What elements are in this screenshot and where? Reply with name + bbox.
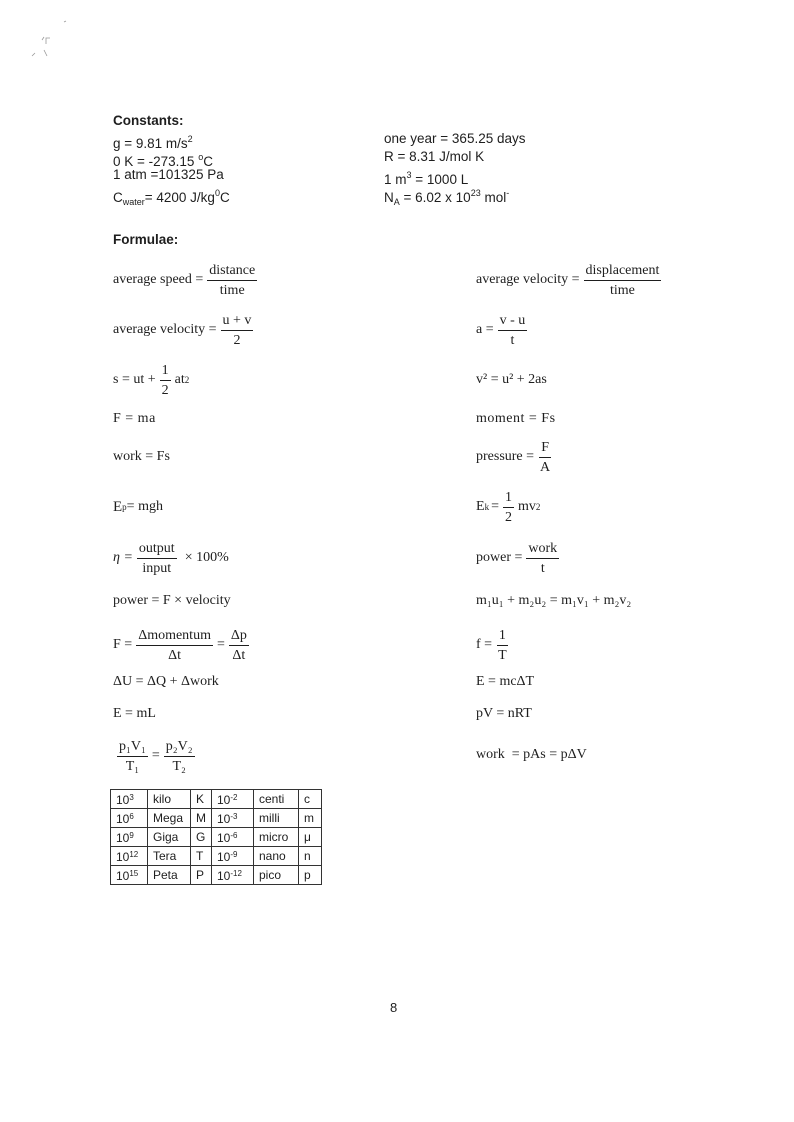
scan-artifact-icon bbox=[28, 20, 68, 65]
formula-specific-heat: E = mcΔT bbox=[476, 674, 535, 689]
table-row: $10^9$ Giga G $10^{-6}$ micro μ bbox=[111, 828, 322, 847]
formula-power-force-velocity: power = F × velocity bbox=[113, 593, 231, 608]
formula-average-velocity-displacement: average velocity = $\frac{\text{displacement}}{\text{time}}$ bbox=[476, 262, 660, 298]
formula-newton-second-law: F = ma bbox=[113, 411, 156, 426]
formula-kinetic-energy: E k = $\frac{1}{2}$ mv 2 bbox=[476, 489, 541, 525]
formula-gas-work: work = pAs = pΔV bbox=[476, 747, 587, 762]
formulae-heading: Formulae: bbox=[113, 232, 179, 247]
formula-moment: moment = Fs bbox=[476, 411, 556, 426]
constants-right-column bbox=[384, 130, 526, 207]
formula-average-speed: average speed = $\frac{\text{distance}}{\text{time}}$ bbox=[113, 262, 256, 298]
formula-frequency: f = $\frac{1}{T}$ bbox=[476, 627, 507, 663]
constant-zero-kelvin: 0 K = -273.15 $^o$C bbox=[113, 152, 213, 169]
formula-first-law: ΔU = ΔQ + Δwork bbox=[113, 674, 219, 689]
formula-combined-gas-law: $\frac{\text{p₁V₁}}{\text{T₁}}$ = $\frac{\text{p₂V₂}}{\text{T₂}}$ bbox=[119, 738, 193, 774]
table-row: $10^{12}$ Tera T $10^{-9}$ nano n bbox=[111, 847, 322, 866]
formula-work: work = Fs bbox=[113, 449, 170, 464]
si-prefix-table bbox=[110, 789, 322, 885]
table-row: $10^{15}$ Peta P $10^{-12}$ pico p bbox=[111, 866, 322, 885]
formula-suvat-velocity: v² = u² + 2as bbox=[476, 372, 547, 387]
constant-m3: 1 $m^3 = 1000$ L bbox=[384, 170, 469, 187]
constant-year: one year = 365.25 days bbox=[384, 131, 526, 146]
constants-heading: Constants: bbox=[113, 113, 184, 128]
constant-c-water: $C_{water}= 4200$ $J/kg^0C$ bbox=[113, 188, 230, 207]
formula-ideal-gas: pV = nRT bbox=[476, 706, 532, 721]
constants-left-column bbox=[113, 130, 230, 207]
formula-power-work: power = $\frac{\text{work}}{t}$ bbox=[476, 540, 558, 576]
formula-force-momentum: F = $\frac{\text{Δmomentum}}{\Delta t}$ = $\frac{\Delta p}{\Delta t}$ bbox=[113, 627, 247, 663]
table-row: $10^6$ Mega M $10^{-3}$ milli m bbox=[111, 809, 322, 828]
formula-suvat-displacement: s = ut + $\frac{1}{2}$ at 2 bbox=[113, 362, 190, 398]
formula-potential-energy: E p = mgh bbox=[113, 498, 163, 515]
formula-momentum-conservation: m₁u₁ + m₂u₂ = m₁v₁ + m₂v₂ bbox=[476, 593, 632, 608]
formula-average-velocity-uv: average velocity = $\frac{u + v}{2}$ bbox=[113, 312, 252, 348]
formula-latent-heat: E = mL bbox=[113, 706, 156, 721]
formula-acceleration: a = $\frac{v - u}{t}$ bbox=[476, 312, 526, 348]
formula-pressure: pressure = $\frac{F}{A}$ bbox=[476, 439, 551, 475]
page-number: 8 bbox=[390, 1000, 398, 1015]
constant-g: g = 9.81 $m/s^2$ bbox=[113, 134, 193, 151]
formula-efficiency: η = $\frac{\text{output}}{\text{input}}$ × 100% bbox=[113, 540, 229, 576]
constant-avogadro: $N_A = 6.02$ x $10^{23}$ mol- bbox=[384, 188, 510, 207]
constant-r: R = 8.31 J/mol K bbox=[384, 149, 485, 164]
table-row: $10^3$ kilo K $10^{-2}$ centi c bbox=[111, 790, 322, 809]
constant-atm: 1 atm =101325 Pa bbox=[113, 167, 224, 182]
